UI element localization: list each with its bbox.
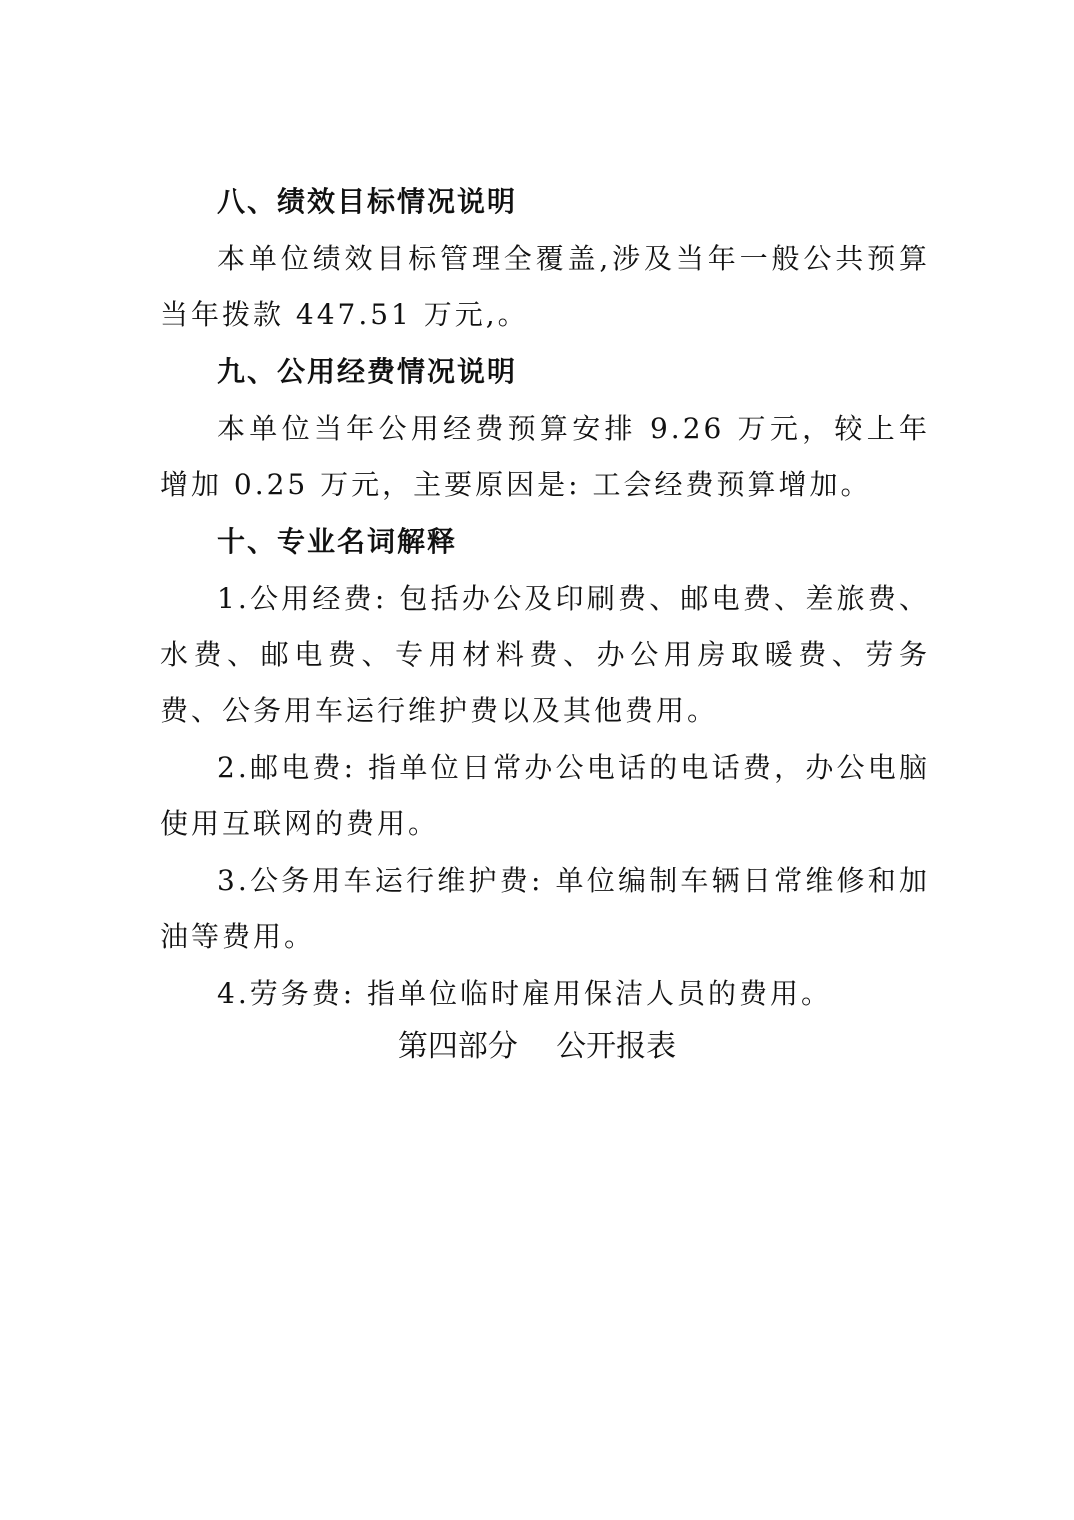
paragraph-term-postal-fees: 2.邮电费: 指单位日常办公电话的电话费，办公电脑使用互联网的费用。 xyxy=(160,751,930,840)
section-heading-terminology: 十、专业名词解释 xyxy=(217,525,458,558)
section-heading-performance-goals: 八、绩效目标情况说明 xyxy=(217,185,518,218)
paragraph-term-public-funds: 1.公用经费: 包括办公及印刷费、邮电费、差旅费、水费、邮电费、专用材料费、办公用房取暖费、劳务费、公务用车运行维护费以及其他费用。 xyxy=(160,582,930,727)
part-title: 第四部分 公开报表 xyxy=(397,1029,677,1064)
paragraph-public-funds: 本单位当年公用经费预算安排 9.26 万元，较上年增加 0.25 万元，主要原因是: 工会经费预算增加。 xyxy=(160,412,930,501)
paragraph-performance-goals: 本单位绩效目标管理全覆盖,涉及当年一般公共预算当年拨款 447.51 万元,。 xyxy=(160,242,930,331)
paragraph-term-labor-fees: 4.劳务费: 指单位临时雇用保洁人员的费用。 xyxy=(217,977,833,1010)
section-heading-public-funds: 九、公用经费情况说明 xyxy=(217,355,518,388)
paragraph-term-vehicle-maintenance: 3.公务用车运行维护费: 单位编制车辆日常维修和加油等费用。 xyxy=(160,864,930,953)
